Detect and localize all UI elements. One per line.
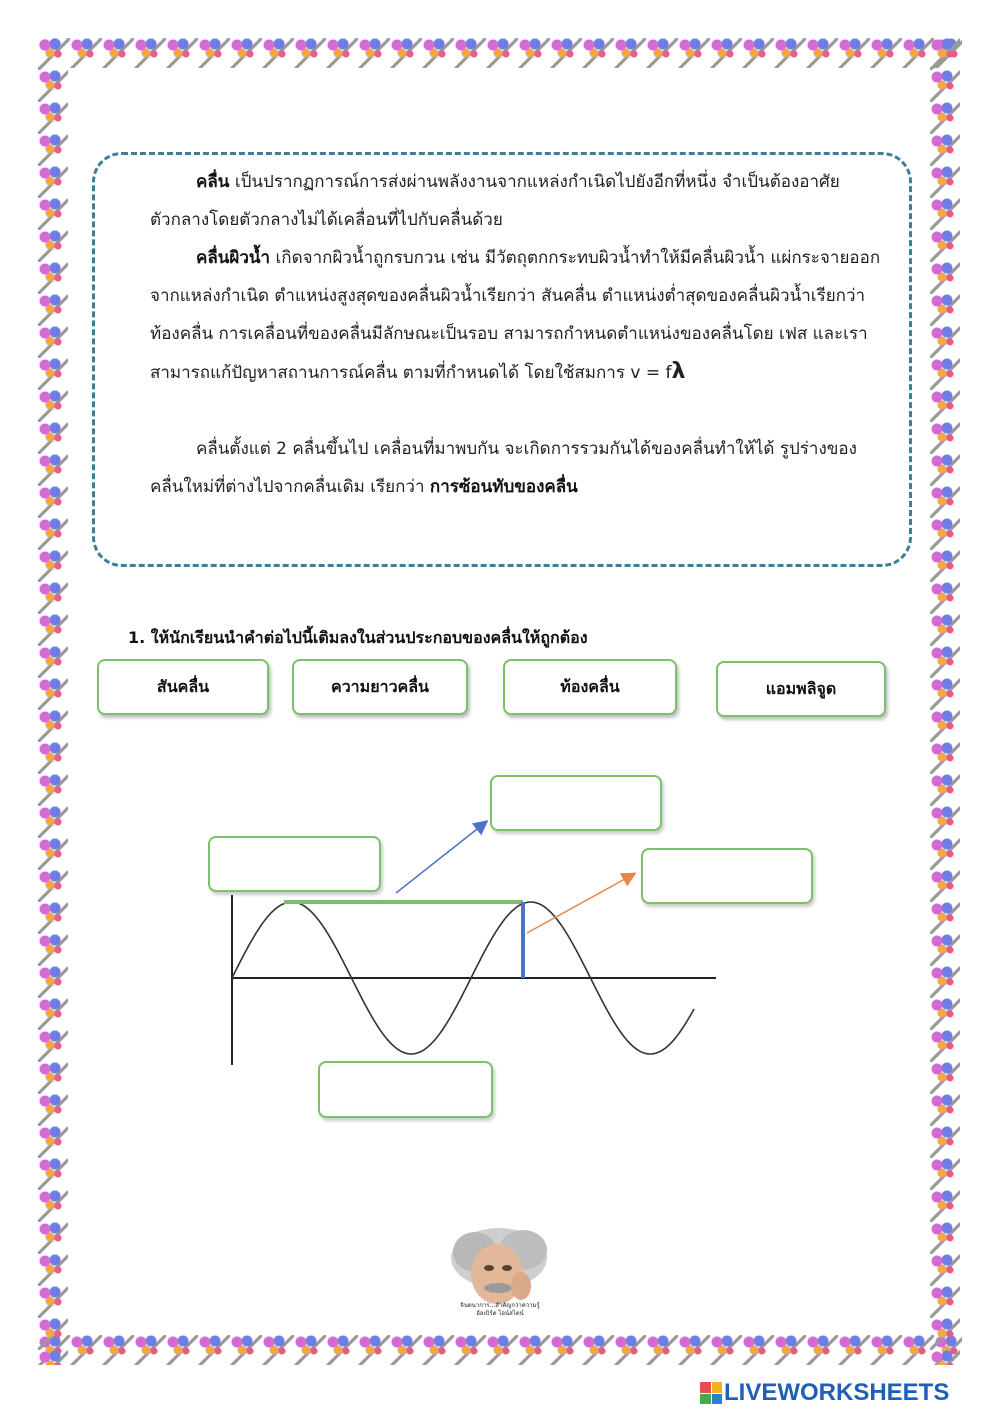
blue-arrow: [396, 822, 486, 893]
term-water-wave: คลื่นผิวน้ำ: [196, 248, 271, 268]
question-1: 1. ให้นักเรียนนำคำต่อไปนี้เติมลงในส่วนประกอบของคลื่นให้ถูกต้อง: [128, 628, 588, 647]
drop-box-right[interactable]: [641, 848, 813, 904]
drop-box-top[interactable]: [490, 775, 662, 831]
water-wave-text: เกิดจากผิวน้ำถูกรบกวน เช่น มีวัตถุตกกระทบผิวน้ำทำให้มีคลื่นผิวน้ำ แผ่กระจายออกจากแหล่งกำเนิด ตำแหน่งสูงสุดของคลื่นผิวน้ำเรียกว่า สันคลื่น ตำแหน่งต่ำสุดของคลื่นผิวน้ำเรียกว่า ท้องคลื่น การเคลื่อนที่ของคลื่นมีลักษณะเป็นรอบ สามารถกำหนดตำแหน่งของคลื่นโดย เฟส และเราสามารถแก้ปัญหาสถานการณ์คลื่น ตามที่กำหนดได้ โดยใช้สมการ: [150, 248, 881, 383]
term-superposition: การซ้อนทับของคลื่น: [429, 477, 578, 497]
term-wave: คลื่น: [196, 172, 230, 192]
einstein-caption: จินตนาการ...สำคัญกว่าความรู้ อัลเบิร์ต ไอน์สไตน์: [460, 1302, 540, 1317]
equation: v = fλ: [630, 359, 686, 384]
orange-arrow: [527, 874, 634, 933]
word-wavelength[interactable]: ความยาวคลื่น: [292, 659, 468, 715]
liveworksheets-logo: LIVEWORKSHEETS: [700, 1378, 1000, 1408]
logo-mark-icon: [700, 1382, 722, 1404]
drop-box-left[interactable]: [208, 836, 381, 892]
drop-box-bottom[interactable]: [318, 1061, 493, 1118]
word-crest[interactable]: สันคลื่น: [97, 659, 269, 715]
superposition-text: คลื่นตั้งแต่ 2 คลื่นขึ้นไป เคลื่อนที่มาพบกัน จะเกิดการรวมกันได้ของคลื่นทำให้ได้ รูปร่างของคลื่นใหม่ที่ต่างไปจากคลื่นเดิม เรียกว่า: [150, 439, 857, 497]
word-trough[interactable]: ท้องคลื่น: [503, 659, 677, 715]
wave-definition-text: เป็นปรากฏการณ์การส่งผ่านพลังงานจากแหล่งกำเนิดไปยังอีกที่หนึ่ง จำเป็นต้องอาศัยตัวกลางโดยตัวกลางไม่ได้เคลื่อนที่ไปกับคลื่นด้วย: [150, 172, 840, 230]
word-amplitude[interactable]: แอมพลิจูด: [716, 661, 886, 717]
